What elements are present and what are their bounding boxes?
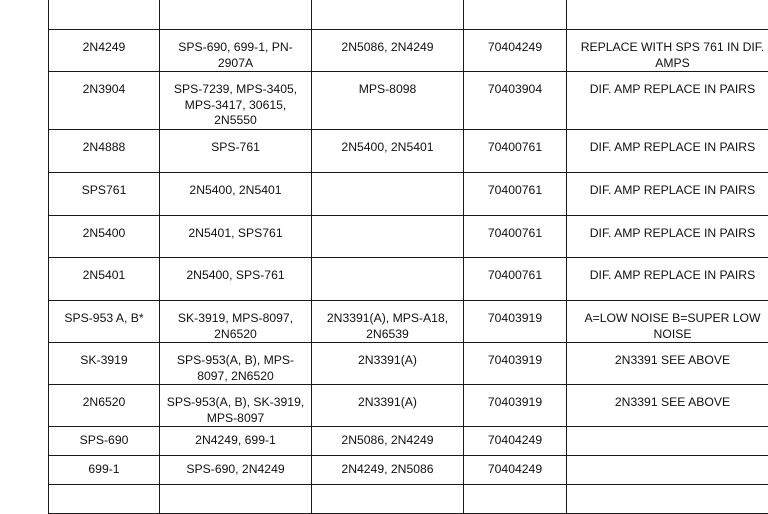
part-number-cell: 2N5400	[49, 216, 160, 258]
table-row	[49, 456, 768, 485]
table-row	[49, 485, 768, 514]
stock-number-cell: 70400761	[464, 173, 567, 216]
direct-replacement-cell: 2N5400, SPS-761	[160, 258, 312, 301]
table-row	[49, 30, 768, 72]
direct-replacement-cell: SPS-761	[160, 130, 312, 173]
stock-number-cell: 70403919	[464, 343, 567, 385]
alternate-replacement-cell	[312, 0, 464, 30]
part-number-cell: SPS-953 A, B*	[49, 301, 160, 343]
direct-replacement-cell: SPS-953(A, B), SK-3919, MPS-8097	[160, 385, 312, 427]
remarks-cell: DIF. AMP REPLACE IN PAIRS	[567, 173, 768, 216]
table-row	[49, 258, 768, 301]
table-row	[49, 427, 768, 456]
remarks-cell	[567, 427, 768, 456]
table-row	[49, 343, 768, 385]
direct-replacement-cell: SPS-953(A, B), MPS-8097, 2N6520	[160, 343, 312, 385]
remarks-cell: DIF. AMP REPLACE IN PAIRS	[567, 130, 768, 173]
part-number-cell: 2N5401	[49, 258, 160, 301]
remarks-cell	[567, 0, 768, 30]
part-number-cell: 699-1	[49, 456, 160, 485]
stock-number-cell: 70404249	[464, 427, 567, 456]
part-number-cell: 2N6520	[49, 385, 160, 427]
part-number-cell: 2N4249	[49, 30, 160, 72]
part-number-cell: SPS761	[49, 173, 160, 216]
part-number-cell: 2N3904	[49, 72, 160, 130]
stock-number-cell: 70403904	[464, 72, 567, 130]
direct-replacement-cell: SPS-690, 699-1, PN-2907A	[160, 30, 312, 72]
alternate-replacement-cell: 2N3391(A)	[312, 385, 464, 427]
remarks-cell: DIF. AMP REPLACE IN PAIRS	[567, 258, 768, 301]
alternate-replacement-cell: 2N5400, 2N5401	[312, 130, 464, 173]
table-row	[49, 173, 768, 216]
table-row	[49, 385, 768, 427]
part-number-cell: SK-3919	[49, 343, 160, 385]
alternate-replacement-cell: 2N3391(A)	[312, 343, 464, 385]
alternate-replacement-cell	[312, 485, 464, 514]
stock-number-cell: 70400761	[464, 216, 567, 258]
alternate-replacement-cell: MPS-8098	[312, 72, 464, 130]
remarks-cell: DIF. AMP REPLACE IN PAIRS	[567, 216, 768, 258]
alternate-replacement-cell: 2N4249, 2N5086	[312, 456, 464, 485]
remarks-cell: 2N3391 SEE ABOVE	[567, 385, 768, 427]
alternate-replacement-cell: 2N5086, 2N4249	[312, 427, 464, 456]
parts-cross-reference-table	[48, 0, 768, 514]
part-number-cell: 2N4888	[49, 130, 160, 173]
alternate-replacement-cell	[312, 258, 464, 301]
stock-number-cell: 70403919	[464, 385, 567, 427]
direct-replacement-cell	[160, 485, 312, 514]
stock-number-cell: 70400761	[464, 130, 567, 173]
remarks-cell: 2N3391 SEE ABOVE	[567, 343, 768, 385]
direct-replacement-cell: 2N5400, 2N5401	[160, 173, 312, 216]
direct-replacement-cell: SPS-7239, MPS-3405, MPS-3417, 30615, 2N5550	[160, 72, 312, 130]
table-row	[49, 72, 768, 130]
alternate-replacement-cell	[312, 216, 464, 258]
remarks-cell: DIF. AMP REPLACE IN PAIRS	[567, 72, 768, 130]
stock-number-cell: 70400761	[464, 258, 567, 301]
alternate-replacement-cell	[312, 173, 464, 216]
remarks-cell: A=LOW NOISE B=SUPER LOW NOISE	[567, 301, 768, 343]
document-page	[48, 0, 768, 514]
alternate-replacement-cell: 2N3391(A), MPS-A18, 2N6539	[312, 301, 464, 343]
remarks-cell: REPLACE WITH SPS 761 IN DIF. AMPS	[567, 30, 768, 72]
part-number-cell	[49, 0, 160, 30]
table-row	[49, 0, 768, 30]
direct-replacement-cell	[160, 0, 312, 30]
table-row	[49, 130, 768, 173]
stock-number-cell: 70404249	[464, 30, 567, 72]
direct-replacement-cell: SPS-690, 2N4249	[160, 456, 312, 485]
stock-number-cell: 70403919	[464, 301, 567, 343]
stock-number-cell	[464, 485, 567, 514]
direct-replacement-cell: 2N5401, SPS761	[160, 216, 312, 258]
table-row	[49, 301, 768, 343]
alternate-replacement-cell: 2N5086, 2N4249	[312, 30, 464, 72]
remarks-cell	[567, 485, 768, 514]
direct-replacement-cell: SK-3919, MPS-8097, 2N6520	[160, 301, 312, 343]
stock-number-cell	[464, 0, 567, 30]
part-number-cell	[49, 485, 160, 514]
stock-number-cell: 70404249	[464, 456, 567, 485]
remarks-cell	[567, 456, 768, 485]
direct-replacement-cell: 2N4249, 699-1	[160, 427, 312, 456]
part-number-cell: SPS-690	[49, 427, 160, 456]
table-row	[49, 216, 768, 258]
